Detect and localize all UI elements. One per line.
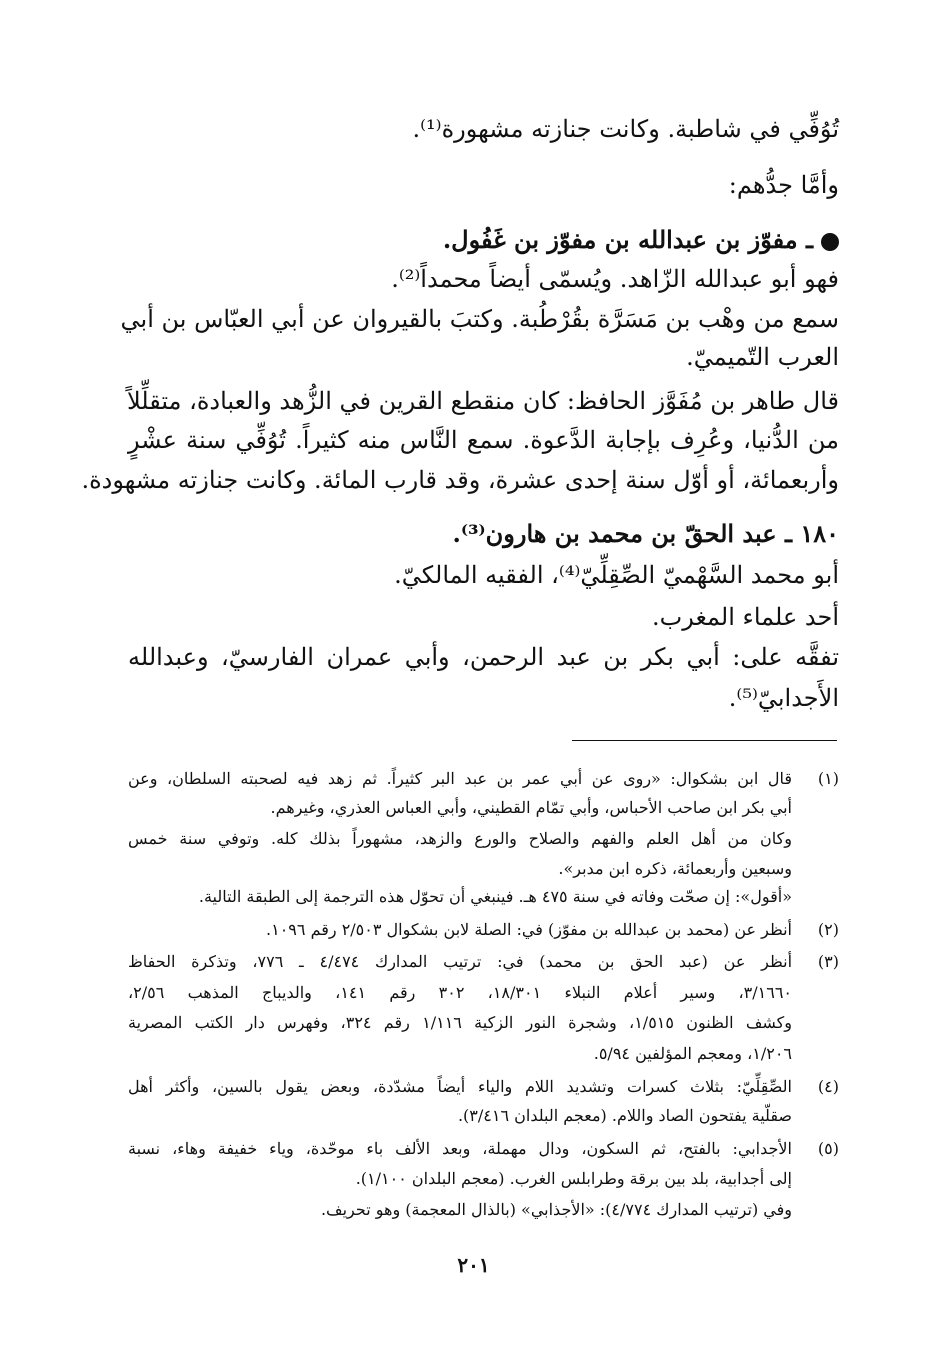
main-line-14: الأَجدابيّ⁽⁵⁾.	[728, 684, 839, 712]
entry-heading-180: ١٨٠ ـ عبد الحقّ بن محمد بن هارون⁽³⁾.	[452, 519, 839, 548]
footnote-1-line-1: قال ابن بشكوال: «روى عن أبي عمر بن عبد البر كثيراً. ثم زهد فيه لصحبته السلطان، وعن	[128, 769, 792, 788]
footnote-5-line-3: وفي (ترتيب المدارك ٤/٧٧٤): «الأجذابي» (بالذال المعجمة) وهو تحريف.	[320, 1200, 792, 1219]
main-line-1: تُوُفِّي في شاطبة. وكانت جنازته مشهورة⁽¹⁾.	[412, 115, 839, 143]
footnote-3-line-4: ١/٢٠٦، ومعجم المؤلفين ٥/٩٤.	[593, 1044, 792, 1063]
page-number: ٢٠١	[457, 1253, 490, 1277]
main-line-6: العرب التّميميّ.	[686, 343, 839, 371]
main-line-12: أحد علماء المغرب.	[652, 603, 839, 631]
main-line-8: من الدُّنيا، وعُرِف بإجابة الدَّعوة. سمع النَّاس منه كثيراً. تُوُفِّي سنة عشْرٍ	[128, 426, 839, 454]
entry-heading-mufawwaz	[128, 223, 839, 257]
main-line-7: قال طاهر بن مُفَوَّز الحافظ: كان منقطع القرين في الزُّهد والعبادة، متقلِّلاً	[126, 387, 839, 415]
main-line-5: سمع من وهْب بن مَسَرَّة بقُرْطُبة. وكتبَ بالقيروان عن أبي العبّاس بن أبي	[120, 305, 839, 333]
main-line-11: أبو محمد السَّهْميّ الصِّقِلِّيّ⁽⁴⁾، الفقيه المالكيّ.	[394, 561, 839, 589]
footnote-1-number: (١)	[817, 769, 839, 788]
footnote-1-line-2: أبي بكر ابن صاحب الأحباس، وأبي تمّام القطيني، وأبي العباس العذري، وغيرهم.	[270, 798, 792, 817]
footnote-3-line-3: وكشف الظنون ١/٥١٥، وشجرة النور الزكية ١/١١٦ رقم ٣٢٤، وفهرس دار الكتب المصرية	[128, 1013, 793, 1032]
footnote-separator	[572, 740, 837, 741]
bullet-icon	[821, 233, 839, 251]
main-line-9: وأربعمائة، أو أوّل سنة إحدى عشرة، وقد قارب المائة. وكانت جنازته مشهودة.	[81, 466, 839, 494]
entry-title: مفوّز بن عبدالله بن مفوّز بن غَفُول.	[442, 225, 798, 254]
footnote-5-number: (٥)	[817, 1139, 839, 1158]
footnote-3-number: (٣)	[817, 952, 839, 971]
footnote-2-number: (٢)	[817, 920, 839, 939]
entry-prefix: ـ	[805, 225, 813, 254]
footnote-1-line-3: وكان من أهل العلم والفهم والصلاح والورع والزهد، مشهوراً بذلك كله. وتوفي سنة خمس	[128, 829, 792, 848]
footnote-2-line-1: أنظر عن (محمد بن عبدالله بن مفوّز) في: الصلة لابن بشكوال ٢/٥٠٣ رقم ١٠٩٦.	[266, 920, 792, 939]
footnote-4-number: (٤)	[817, 1077, 839, 1096]
footnote-4-line-2: صقلّية يفتحون الصاد واللام. (معجم البلدان ٣/٤١٦).	[457, 1106, 792, 1125]
main-line-4: فهو أبو عبدالله الزّاهد. ويُسمّى أيضاً محمداً⁽²⁾.	[391, 265, 839, 293]
footnote-1-line-5: «أقول»: إن صحّت وفاته في سنة ٤٧٥ هـ. فينبغي أن تحوّل هذه الترجمة إلى الطبقة التالية.	[198, 887, 792, 906]
footnote-1-line-4: وسبعين وأربعمائة، ذكره ابن مدبر».	[558, 859, 792, 878]
footnote-5-line-1: الأجدابي: بالفتح، ثم السكون، ودال مهملة، وبعد الألف باء موحّدة، وياء خفيفة وهاء، نسبة	[128, 1139, 792, 1158]
footnote-4-line-1: الصِّقِلِّيّ: بثلاث كسرات وتشديد اللام والياء أيضاً مشدّدة، وبعض يقول بالسين، وأكثر أهل	[128, 1077, 792, 1096]
footnote-3-line-2: ٣/١٦٦٠، وسير أعلام النبلاء ١٨/٣٠١، ٣٠٢ رقم ١٤١، والديباج المذهب ٢/٥٦،	[128, 983, 792, 1002]
main-line-13: تفقَّه على: أبي بكر بن عبد الرحمن، وأبي عمران الفارسيّ، وعبدالله	[128, 643, 839, 671]
main-line-2: وأمَّا جدُّهم:	[728, 171, 839, 199]
footnote-5-line-2: إلى أجدابية، بلد بين برقة وطرابلس الغرب. (معجم البلدان ١/١٠٠).	[355, 1169, 792, 1188]
footnote-3-line-1: أنظر عن (عبد الحق بن محمد) في: ترتيب المدارك ٤/٤٧٤ ـ ٧٧٦، وتذكرة الحفاظ	[128, 952, 793, 971]
